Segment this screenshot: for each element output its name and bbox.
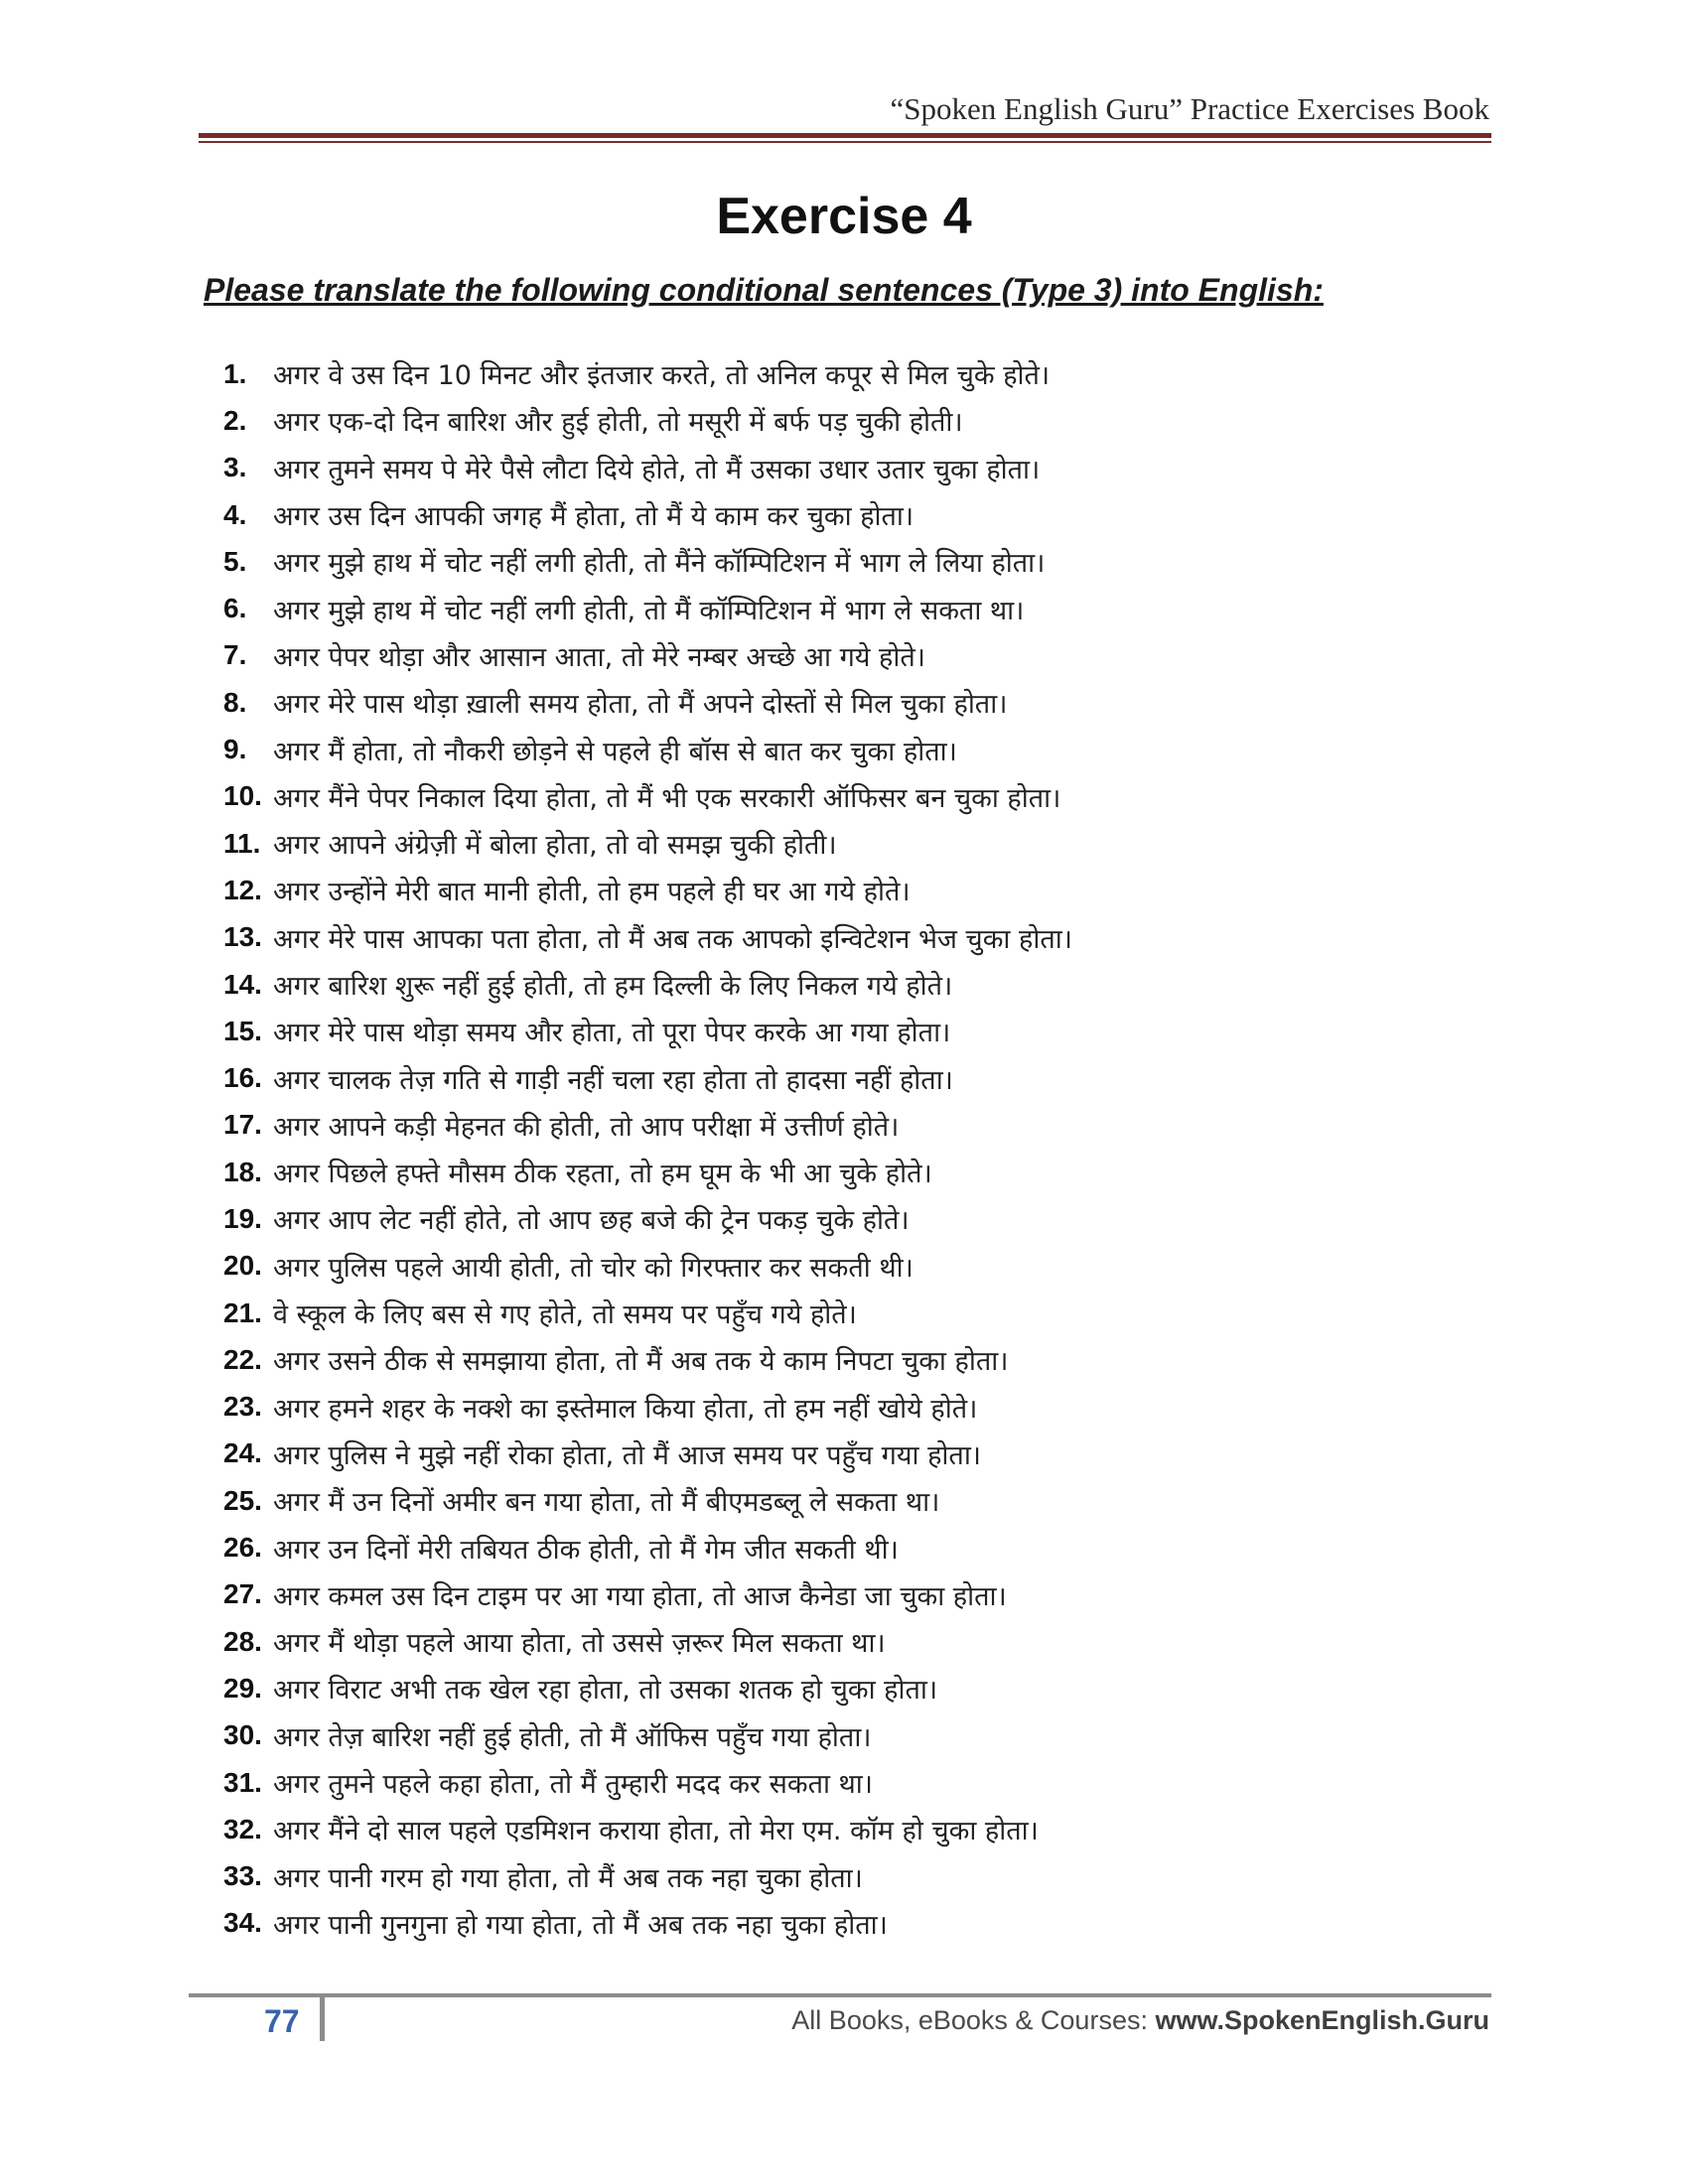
item-number: 10. — [223, 780, 262, 812]
list-item — [223, 1195, 1072, 1242]
header-rule — [199, 133, 1491, 138]
item-sentence: अगर चालक तेज़ गति से गाड़ी नहीं चला रहा होता तो हादसा नहीं होता। — [273, 1064, 953, 1096]
list-item — [223, 1054, 1072, 1101]
list-item — [223, 585, 1072, 631]
item-sentence: अगर मुझे हाथ में चोट नहीं लगी होती, तो मैंने कॉम्पिटिशन में भाग ले लिया होता। — [273, 548, 1046, 580]
item-number: 22. — [223, 1343, 262, 1375]
item-number: 14. — [223, 968, 262, 1000]
list-item — [223, 1290, 1072, 1336]
item-sentence: अगर आपने कड़ी मेहनत की होती, तो आप परीक्षा में उत्तीर्ण होते। — [273, 1111, 900, 1143]
list-item — [223, 1524, 1072, 1570]
item-sentence: अगर मैंने दो साल पहले एडमिशन कराया होता, तो मेरा एम. कॉम हो चुका होता। — [273, 1816, 1039, 1847]
item-number: 6. — [223, 593, 247, 624]
exercise-list — [223, 350, 1072, 1947]
item-number: 5. — [223, 545, 247, 577]
list-item — [223, 1102, 1072, 1149]
item-number: 13. — [223, 921, 262, 953]
item-sentence: अगर मेरे पास थोड़ा ख़ाली समय होता, तो मैं अपने दोस्तों से मिल चुका होता। — [273, 689, 1008, 721]
item-number: 16. — [223, 1062, 262, 1094]
list-item — [223, 1618, 1072, 1665]
list-item — [223, 1665, 1072, 1711]
list-item — [223, 1243, 1072, 1290]
list-item — [223, 726, 1072, 772]
list-item — [223, 538, 1072, 585]
item-number: 23. — [223, 1391, 262, 1423]
item-sentence: अगर विराट अभी तक खेल रहा होता, तो उसका शतक हो चुका होता। — [273, 1675, 938, 1706]
item-number: 9. — [223, 734, 247, 765]
list-item — [223, 397, 1072, 444]
item-number: 8. — [223, 686, 247, 718]
footer-divider — [320, 1997, 325, 2041]
item-sentence: अगर आपने अंग्रेज़ी में बोला होता, तो वो समझ चुकी होती। — [273, 830, 837, 862]
item-number: 21. — [223, 1297, 262, 1328]
list-item — [223, 491, 1072, 538]
footer-rule — [189, 1993, 1491, 1997]
item-number: 31. — [223, 1766, 262, 1798]
item-number: 17. — [223, 1109, 262, 1141]
list-item — [223, 1900, 1072, 1947]
item-number: 33. — [223, 1860, 262, 1892]
item-number: 3. — [223, 452, 247, 483]
list-item — [223, 773, 1072, 820]
list-item — [223, 350, 1072, 397]
item-sentence: अगर उन्होंने मेरी बात मानी होती, तो हम पहले ही घर आ गये होते। — [273, 877, 911, 908]
item-sentence: अगर मैं उन दिनों अमीर बन गया होता, तो मैं बीएमडब्लू ले सकता था। — [273, 1487, 940, 1519]
footer-label: All Books, eBooks & Courses: — [791, 2005, 1156, 2035]
item-sentence: अगर तुमने समय पे मेरे पैसे लौटा दिये होते, तो मैं उसका उधार उतार चुका होता। — [273, 454, 1041, 485]
item-sentence: अगर हमने शहर के नक्शे का इस्तेमाल किया होता, तो हम नहीं खोये होते। — [273, 1393, 978, 1425]
item-number: 7. — [223, 639, 247, 671]
item-sentence: अगर पानी गुनगुना हो गया होता, तो मैं अब तक नहा चुका होता। — [273, 1909, 888, 1941]
footer-credit — [791, 2005, 1489, 2036]
item-sentence: अगर मेरे पास आपका पता होता, तो मैं अब तक आपको इन्विटेशन भेज चुका होता। — [273, 923, 1072, 955]
item-sentence: अगर पुलिस पहले आयी होती, तो चोर को गिरफ्तार कर सकती थी। — [273, 1252, 914, 1284]
item-sentence: अगर आप लेट नहीं होते, तो आप छह बजे की ट्रेन पकड़ चुके होते। — [273, 1205, 910, 1237]
item-number: 20. — [223, 1250, 262, 1282]
item-sentence: अगर उन दिनों मेरी तबियत ठीक होती, तो मैं गेम जीत सकती थी। — [273, 1534, 899, 1566]
item-sentence: अगर मुझे हाथ में चोट नहीं लगी होती, तो मैं कॉम्पिटिशन में भाग ले सकता था। — [273, 595, 1025, 626]
header-book-title: “Spoken English Guru” Practice Exercises Book — [890, 91, 1489, 126]
exercise-title: Exercise 4 — [716, 188, 972, 245]
list-item — [223, 1571, 1072, 1618]
item-number: 30. — [223, 1719, 262, 1751]
list-item — [223, 679, 1072, 726]
item-number: 29. — [223, 1672, 262, 1704]
page-number: 77 — [264, 2003, 300, 2039]
item-sentence: अगर पानी गरम हो गया होता, तो मैं अब तक नहा चुका होता। — [273, 1862, 863, 1894]
list-item — [223, 1336, 1072, 1383]
exercise-instruction: Please translate the following conditional sentences (Type 3) into English: — [204, 272, 1324, 308]
item-number: 32. — [223, 1813, 262, 1844]
item-sentence: अगर कमल उस दिन टाइम पर आ गया होता, तो आज कैनेडा जा चुका होता। — [273, 1580, 1007, 1612]
item-number: 4. — [223, 498, 247, 530]
item-sentence: अगर पेपर थोड़ा और आसान आता, तो मेरे नम्बर अच्छे आ गये होते। — [273, 641, 925, 673]
list-item — [223, 914, 1072, 961]
list-item — [223, 1853, 1072, 1900]
item-number: 25. — [223, 1484, 262, 1516]
item-number: 27. — [223, 1578, 262, 1610]
item-sentence: अगर मैं होता, तो नौकरी छोड़ने से पहले ही बॉस से बात कर चुका होता। — [273, 736, 957, 767]
item-number: 18. — [223, 1156, 262, 1187]
list-item — [223, 1806, 1072, 1852]
footer-url-link[interactable]: www.SpokenEnglish.Guru — [1155, 2005, 1489, 2035]
list-item — [223, 1149, 1072, 1195]
list-item — [223, 1431, 1072, 1477]
list-item — [223, 632, 1072, 679]
item-number: 1. — [223, 357, 247, 389]
item-sentence: अगर उसने ठीक से समझाया होता, तो मैं अब तक ये काम निपटा चुका होता। — [273, 1346, 1009, 1378]
item-sentence: अगर पुलिस ने मुझे नहीं रोका होता, तो मैं आज समय पर पहुँच गया होता। — [273, 1439, 982, 1471]
item-sentence: अगर मैं थोड़ा पहले आया होता, तो उससे ज़रूर मिल सकता था। — [273, 1628, 886, 1660]
list-item — [223, 1759, 1072, 1806]
item-number: 19. — [223, 1202, 262, 1234]
item-number: 12. — [223, 874, 262, 905]
item-sentence: अगर मैंने पेपर निकाल दिया होता, तो मैं भी एक सरकारी ऑफिसर बन चुका होता। — [273, 782, 1061, 814]
header-rule-thin — [199, 141, 1491, 143]
item-sentence: अगर मेरे पास थोड़ा समय और होता, तो पूरा पेपर करके आ गया होता। — [273, 1018, 951, 1049]
item-number: 34. — [223, 1907, 262, 1939]
item-number: 2. — [223, 404, 247, 436]
list-item — [223, 1477, 1072, 1524]
item-sentence: अगर पिछले हफ्ते मौसम ठीक रहता, तो हम घूम के भी आ चुके होते। — [273, 1159, 932, 1190]
item-number: 24. — [223, 1437, 262, 1469]
list-item — [223, 1008, 1072, 1054]
item-number: 28. — [223, 1625, 262, 1657]
list-item — [223, 1384, 1072, 1431]
list-item — [223, 961, 1072, 1008]
list-item — [223, 820, 1072, 867]
item-sentence: अगर उस दिन आपकी जगह मैं होता, तो मैं ये काम कर चुका होता। — [273, 501, 914, 533]
item-number: 26. — [223, 1532, 262, 1564]
item-number: 11. — [223, 827, 261, 859]
item-sentence: अगर एक-दो दिन बारिश और हुई होती, तो मसूरी में बर्फ पड़ चुकी होती। — [273, 407, 963, 439]
item-sentence: वे स्कूल के लिए बस से गए होते, तो समय पर पहुँच गये होते। — [273, 1299, 857, 1331]
item-sentence: अगर वे उस दिन 10 मिनट और इंतजार करते, तो अनिल कपूर से मिल चुके होते। — [273, 360, 1051, 392]
list-item — [223, 445, 1072, 491]
item-sentence: अगर बारिश शुरू नहीं हुई होती, तो हम दिल्ली के लिए निकल गये होते। — [273, 971, 953, 1002]
item-sentence: अगर तेज़ बारिश नहीं हुई होती, तो मैं ऑफिस पहुँच गया होता। — [273, 1721, 872, 1753]
item-number: 15. — [223, 1015, 262, 1046]
list-item — [223, 867, 1072, 913]
item-sentence: अगर तुमने पहले कहा होता, तो मैं तुम्हारी मदद कर सकता था। — [273, 1769, 874, 1801]
list-item — [223, 1712, 1072, 1759]
